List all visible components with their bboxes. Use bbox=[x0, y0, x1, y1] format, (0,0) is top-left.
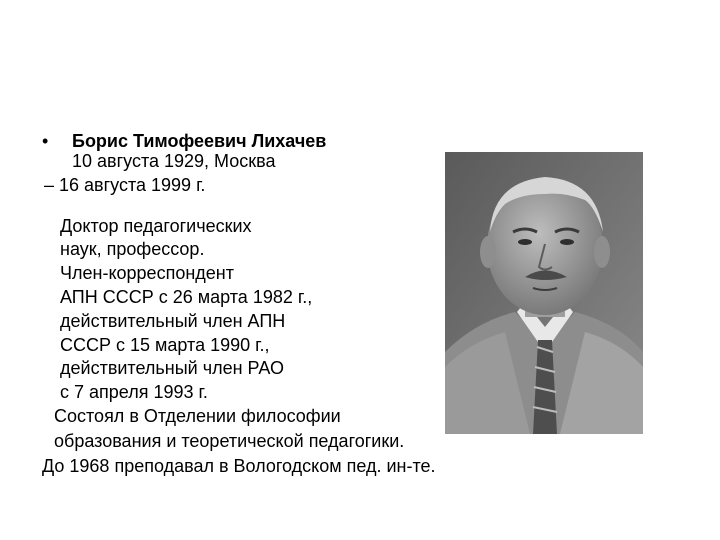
portrait-photo bbox=[445, 152, 643, 434]
dept-line: образования и теоретической педагогики. bbox=[54, 431, 405, 451]
person-name: Борис Тимофеевич Лихачев bbox=[72, 131, 327, 151]
bio-line: Доктор педагогических bbox=[60, 216, 252, 236]
dept-line: Состоял в Отделении философии bbox=[54, 406, 341, 426]
bio-line: Член-корреспондент bbox=[60, 263, 234, 283]
bio-line: наук, профессор. bbox=[60, 239, 205, 259]
bio-line: СССР с 15 марта 1990 г., bbox=[60, 335, 270, 355]
bio-line: действительный член РАО bbox=[60, 358, 284, 378]
birth-date: 10 августа 1929, Москва bbox=[72, 151, 276, 171]
death-date: – 16 августа 1999 г. bbox=[44, 175, 206, 195]
bio-line: действительный член АПН bbox=[60, 311, 286, 331]
bio-line: с 7 апреля 1993 г. bbox=[60, 382, 208, 402]
bullet-marker: • bbox=[42, 131, 49, 151]
bio-line: АПН СССР с 26 марта 1982 г., bbox=[60, 287, 313, 307]
footer-line: До 1968 преподавал в Вологодском пед. ин-те. bbox=[42, 456, 436, 476]
